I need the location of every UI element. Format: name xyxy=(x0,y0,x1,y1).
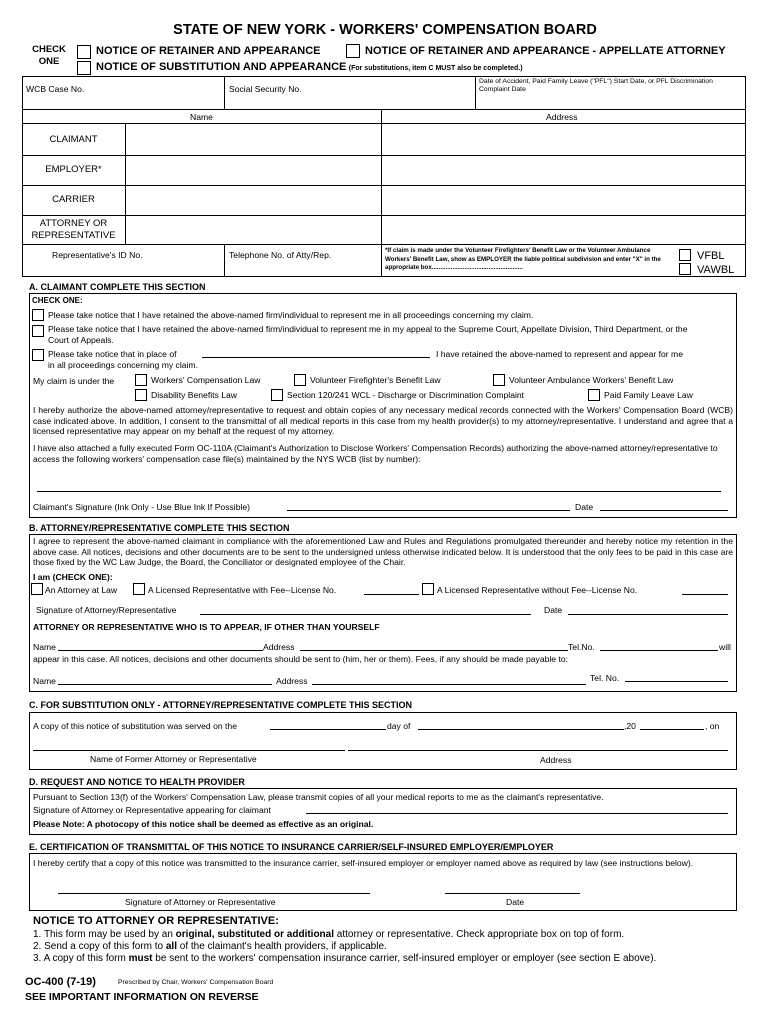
section-d-text: Pursuant to Section 13(f) of the Workers' Compensation Law, please transmit copies of all your medical reports to me as the claimant's representative. xyxy=(33,792,604,802)
appear-title: ATTORNEY OR REPRESENTATIVE WHO IS TO APPEAR, IF OTHER THAN YOURSELF xyxy=(33,622,380,632)
a-opt1-checkbox[interactable] xyxy=(32,309,44,321)
wcl-label: Workers' Compensation Law xyxy=(151,375,261,385)
row-employer: EMPLOYER* xyxy=(45,164,102,175)
attorney-at-law-label: An Attorney at Law xyxy=(45,585,118,595)
b-date-field[interactable] xyxy=(568,614,728,615)
section-e-date-label: Date xyxy=(506,897,525,907)
payee-telno-label: Tel. No. xyxy=(590,673,620,683)
former-attorney-label: Name of Former Attorney or Representative xyxy=(90,754,257,764)
volunteer-note: *If claim is made under the Volunteer Firefighters' Benefit Law or the Volunteer Ambulance Workers' Benefit Law, show as EMPLOYER the liable political subdivision and enter "X" in the appropriate box..................................................... xyxy=(385,247,661,271)
attorney-at-law-checkbox[interactable] xyxy=(31,583,43,595)
a-opt3-text-b: I have retained the above-named to represent and appear for me xyxy=(436,349,683,359)
vawbl-law-label: Volunteer Ambulance Workers' Benefit Law xyxy=(509,375,674,385)
section-d-sig-label: Signature of Attorney or Representative appearing for claimant xyxy=(33,805,271,815)
section-e-title: E. CERTIFICATION OF TRANSMITTAL OF THIS NOTICE TO INSURANCE CARRIER/SELF-INSURED EMPLOYER/EMPLOYER xyxy=(29,842,554,852)
row-attorney: ATTORNEY OR REPRESENTATIVE xyxy=(31,218,116,241)
payee-address-field[interactable] xyxy=(312,684,586,685)
section-a-check-one: CHECK ONE: xyxy=(32,296,83,305)
notice-line-3: 3. A copy of this form must be sent to the workers' compensation insurance carrier, self-insured employer or employer (see section E above). xyxy=(33,953,657,964)
address-header: Address xyxy=(546,112,578,122)
b-date-label: Date xyxy=(544,605,563,615)
appear-telno-field[interactable] xyxy=(600,650,718,651)
case-file-list-field[interactable] xyxy=(37,491,721,492)
claimant-date-field[interactable] xyxy=(600,510,728,511)
b-signature-label: Signature of Attorney/Representative xyxy=(36,605,177,615)
claimant-signature-label: Claimant's Signature (Ink Only - Use Blue Ink If Possible) xyxy=(33,502,251,512)
vfbl-checkbox[interactable] xyxy=(679,249,691,261)
former-attorney-name-field[interactable] xyxy=(33,750,345,751)
check-one-label: CHECK ONE xyxy=(32,44,66,67)
day-of-label: day of xyxy=(387,721,411,731)
section120-label: Section 120/241 WCL - Discharge or Discrimination Complaint xyxy=(287,390,525,400)
day-of-field[interactable] xyxy=(418,729,624,730)
notice-line-2: 2. Send a copy of this form to all of the claimant's health providers, if applicable. xyxy=(33,941,387,952)
former-address-label: Address xyxy=(540,755,572,765)
licensed-with-fee-label: A Licensed Representative with Fee--License No. xyxy=(148,585,337,595)
on-label: , on xyxy=(705,721,720,731)
vawbl-checkbox[interactable] xyxy=(679,263,691,275)
served-label: A copy of this notice of substitution was served on the xyxy=(33,721,237,731)
section120-checkbox[interactable] xyxy=(271,389,283,401)
vfbl-law-checkbox[interactable] xyxy=(294,374,306,386)
rep-id-label: Representative's ID No. xyxy=(52,250,143,260)
section-d-note: Please Note: A photocopy of this notice shall be deemed as effective as an original. xyxy=(33,819,374,829)
vfbl-law-label: Volunteer Firefighter's Benefit Law xyxy=(310,375,441,385)
section-b-title: B. ATTORNEY/REPRESENTATIVE COMPLETE THIS SECTION xyxy=(29,523,290,533)
form-number: OC-400 (7-19) xyxy=(25,976,96,988)
b-signature-field[interactable] xyxy=(200,614,531,615)
a-opt3-text: Please take notice that in place of xyxy=(48,349,177,359)
wcl-checkbox[interactable] xyxy=(135,374,147,386)
a-opt1-text: Please take notice that I have retained the above-named firm/individual to represent me in all proceedings concerning my claim. xyxy=(48,310,534,320)
substitution-checkbox[interactable] xyxy=(77,61,91,75)
ssn-label: Social Security No. xyxy=(229,84,302,94)
served-on-field[interactable] xyxy=(270,729,386,730)
payee-name-field[interactable] xyxy=(58,684,272,685)
a-opt2-text: Please take notice that I have retained the above-named firm/individual to represent me in my appeal to the Supreme Court, Appellate Division, Third Department, or the Court of Appeals. xyxy=(48,324,688,345)
wcb-case-label: WCB Case No. xyxy=(26,84,85,94)
section-d-title: D. REQUEST AND NOTICE TO HEALTH PROVIDER xyxy=(29,777,245,787)
section-e-date-field[interactable] xyxy=(445,893,580,894)
a-opt3-text-c: in all proceedings concerning my claim. xyxy=(48,360,198,370)
license-with-fee-field[interactable] xyxy=(364,594,419,595)
prescribed-text: Prescribed by Chair, Workers' Compensation Board xyxy=(118,979,274,986)
vawbl-law-checkbox[interactable] xyxy=(493,374,505,386)
year-field[interactable] xyxy=(640,729,704,730)
appellate-label: NOTICE OF RETAINER AND APPEARANCE - APPELLATE ATTORNEY xyxy=(365,45,726,57)
appear-text: appear in this case. All notices, decisions and other documents should be sent to (him, her or them). Fees, if any should be made payable to: xyxy=(33,654,569,664)
payee-name-label: Name xyxy=(33,676,56,686)
license-without-fee-field[interactable] xyxy=(682,594,728,595)
row-carrier: CARRIER xyxy=(52,194,95,205)
licensed-without-fee-checkbox[interactable] xyxy=(422,583,434,595)
oc110a-text: I have also attached a fully executed Form OC-110A (Claimant's Authorization to Disclose Workers' Compensation Records) authorizing the above-named attorney/representative to access the following workers' compensation case file(s) maintained by the NYS WCB (list by number): xyxy=(33,443,718,464)
year-label: ,20 xyxy=(624,721,636,731)
a-opt3-checkbox[interactable] xyxy=(32,349,44,361)
section-c-title: C. FOR SUBSTITUTION ONLY - ATTORNEY/REPRESENTATIVE COMPLETE THIS SECTION xyxy=(29,700,413,710)
notice-line-1: 1. This form may be used by an original, substituted or additional attorney or representative. Check appropriate box on top of form. xyxy=(33,929,625,940)
retainer-checkbox[interactable] xyxy=(77,45,91,59)
section-a-title: A. CLAIMANT COMPLETE THIS SECTION xyxy=(29,282,206,292)
authorize-text: I hereby authorize the above-named attorney/representative to request and obtain copies of any necessary medical records connected with the Workers' Compensation Board (WCB) case indicated above. In addition, I consent to the transmittal of all medical reports in this case from my health provider(s) to my attorney/representative. I understand and agree that a licensed representative may appear on my behalf at the request of my attorney. xyxy=(33,405,733,436)
appear-name-label: Name xyxy=(33,642,56,652)
i-am-label: I am (CHECK ONE): xyxy=(33,572,113,582)
retainer-label: NOTICE OF RETAINER AND APPEARANCE xyxy=(96,45,321,57)
name-header: Name xyxy=(190,112,213,122)
claimant-signature-field[interactable] xyxy=(287,510,570,511)
former-attorney-address-field[interactable] xyxy=(348,750,728,751)
agree-text: I agree to represent the above-named claimant in compliance with the aforementioned Law and Rules and Regulations promulgated thereunder and hereby notice my retention in the above case. All notices, decisions and other documents are to be sent to the undersigned unless otherwise indicated below. It is understood that the only fees to be paid in this case are those fixed by the WC Law Judge, the Board, the Conciliator or designated employee of the Chair. xyxy=(33,536,733,567)
dbl-checkbox[interactable] xyxy=(135,389,147,401)
notice-title: NOTICE TO ATTORNEY OR REPRESENTATIVE: xyxy=(33,915,279,927)
a-opt2-checkbox[interactable] xyxy=(32,325,44,337)
appellate-checkbox[interactable] xyxy=(346,44,360,58)
date-accident-label: Date of Accident, Paid Family Leave ("PFL") Start Date, or PFL Discrimination Complaint Date xyxy=(479,78,713,93)
section-d-sig-field[interactable] xyxy=(306,813,728,814)
vawbl-label: VAWBL xyxy=(697,264,735,276)
telephone-label: Telephone No. of Atty/Rep. xyxy=(229,250,332,260)
section-e-sig-field[interactable] xyxy=(58,893,370,894)
form-title: STATE OF NEW YORK - WORKERS' COMPENSATION BOARD xyxy=(173,22,597,38)
payee-telno-field[interactable] xyxy=(625,681,728,682)
section-e-sig-label: Signature of Attorney or Representative xyxy=(125,897,276,907)
appear-address-field[interactable] xyxy=(300,650,568,651)
section-e-text: I hereby certify that a copy of this notice was transmitted to the insurance carrier, self-insured employer or employer named above as required by law (see instructions below). xyxy=(33,858,694,868)
see-reverse: SEE IMPORTANT INFORMATION ON REVERSE xyxy=(25,991,259,1003)
pfl-checkbox[interactable] xyxy=(588,389,600,401)
pfl-label: Paid Family Leave Law xyxy=(604,390,693,400)
substitution-label: NOTICE OF SUBSTITUTION AND APPEARANCE (For substitutions, item C MUST also be completed.) xyxy=(96,61,523,73)
appear-address-label: Address xyxy=(263,642,295,652)
claimant-date-label: Date xyxy=(575,502,594,512)
licensed-without-fee-label: A Licensed Representative without Fee--License No. xyxy=(437,585,638,595)
licensed-with-fee-checkbox[interactable] xyxy=(133,583,145,595)
former-attorney-field[interactable] xyxy=(202,357,430,358)
row-claimant: CLAIMANT xyxy=(49,134,98,145)
claim-under-label: My claim is under the xyxy=(33,376,115,386)
appear-name-field[interactable] xyxy=(58,650,263,651)
appear-telno-label: Tel.No. xyxy=(568,642,595,652)
dbl-label: Disability Benefits Law xyxy=(151,390,237,400)
vfbl-label: VFBL xyxy=(697,250,725,262)
will-label: will xyxy=(719,642,731,652)
payee-address-label: Address xyxy=(276,676,308,686)
